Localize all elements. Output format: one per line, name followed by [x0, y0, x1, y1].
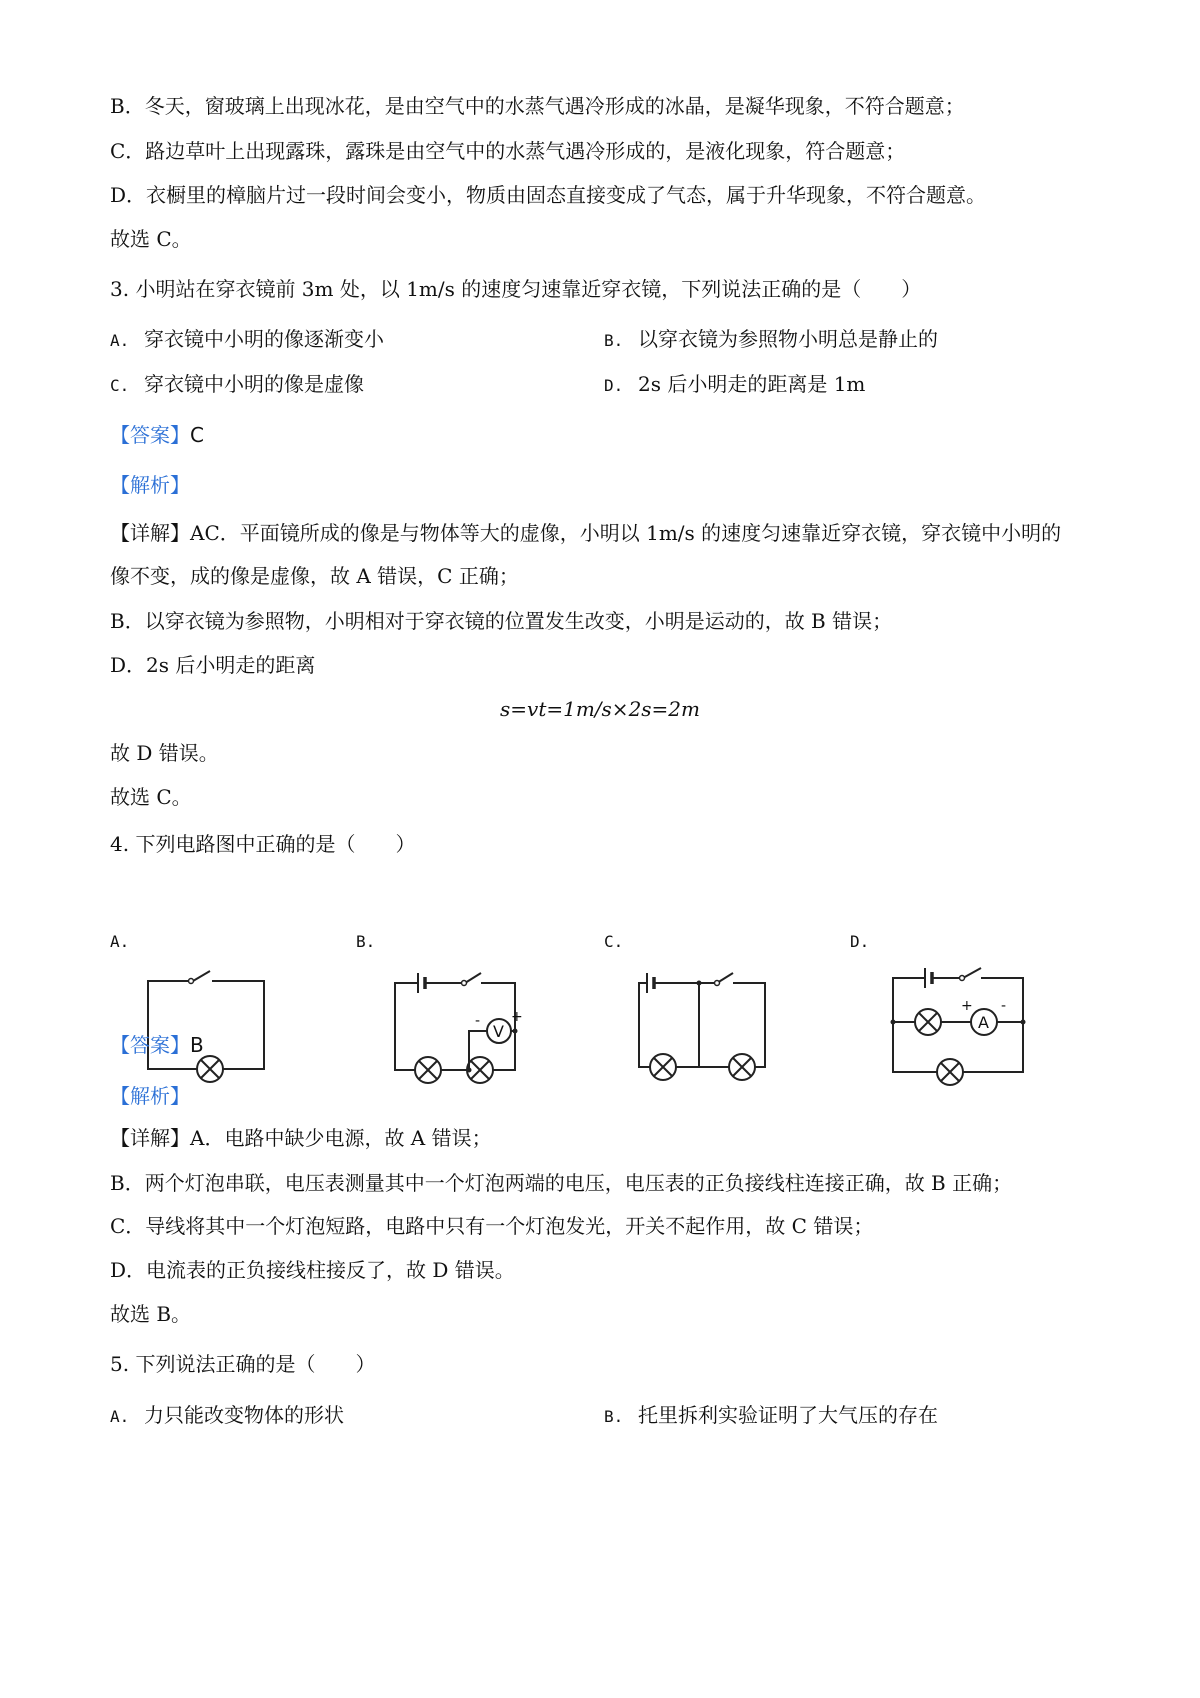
answer-value: C: [190, 423, 204, 447]
q4-detail: C．导线将其中一个灯泡短路，电路中只有一个灯泡发光，开关不起作用，故 C 错误；: [110, 1214, 874, 1238]
option-text: 穿衣镜中小明的像是虚像: [144, 372, 364, 396]
q3-detail: 像不变，成的像是虚像，故 A 错误，C 正确；: [110, 564, 519, 588]
q3-analysis-tag: 【解析】: [110, 473, 190, 497]
minus-sign: -: [475, 1013, 481, 1029]
option-text: 穿衣镜中小明的像逐渐变小: [144, 327, 384, 351]
circuit-label-d: D.: [850, 932, 870, 951]
minus-sign: -: [1001, 998, 1007, 1014]
q5-option-b: [604, 1402, 938, 1430]
answer-value: B: [190, 1033, 204, 1057]
formula-text: s=vt=1m/s×2s=2m: [500, 697, 700, 721]
q3-detail: 故 D 错误。: [110, 741, 219, 765]
q3-option-d: [604, 371, 865, 399]
q5-option-a: [110, 1402, 344, 1430]
text-line: C．路边草叶上出现露珠，露珠是由空气中的水蒸气遇冷形成的，是液化现象，符合题意；: [110, 139, 906, 163]
switch-icon: [193, 971, 210, 981]
plus-sign: +: [961, 998, 973, 1014]
question-5-stem: 5. 下列说法正确的是（ ）: [110, 1352, 376, 1376]
option-text: 托里拆利实验证明了大气压的存在: [638, 1403, 938, 1427]
question-4-stem: 4. 下列电路图中正确的是（ ）: [110, 832, 416, 856]
q4-detail: 【详解】A．电路中缺少电源，故 A 错误；: [110, 1126, 492, 1150]
circuit-label-c: C.: [604, 932, 624, 951]
q3-option-a: [110, 326, 384, 354]
plus-sign: +: [511, 1009, 523, 1025]
option-key: A.: [110, 1407, 130, 1426]
q3-detail: B．以穿衣镜为参照物，小明相对于穿衣镜的位置发生改变，小明是运动的，故 B 错误；: [110, 609, 893, 633]
q3-option-b: [604, 326, 938, 354]
answer-tag: 【答案】: [110, 423, 190, 447]
q3-option-c: [110, 371, 364, 399]
text-line: B．冬天，窗玻璃上出现冰花，是由空气中的水蒸气遇冷形成的冰晶，是凝华现象，不符合题意；: [110, 94, 965, 118]
option-key: B.: [604, 331, 624, 350]
q3-detail: D．2s 后小明走的距离: [110, 653, 316, 677]
q3-answer: [110, 422, 204, 448]
circuit-diagram-c: [635, 965, 785, 1090]
q4-analysis-tag: 【解析】: [110, 1084, 190, 1108]
q4-conclusion: 故选 B。: [110, 1302, 192, 1326]
option-key: C.: [110, 376, 130, 395]
option-key: D.: [604, 376, 624, 395]
q4-detail: B．两个灯泡串联，电压表测量其中一个灯泡两端的电压，电压表的正负接线柱连接正确，故 B 正确；: [110, 1171, 1013, 1195]
switch-icon: [963, 968, 981, 978]
q3-conclusion: 故选 C。: [110, 785, 192, 809]
circuit-label-b: B.: [356, 932, 376, 951]
option-text: 力只能改变物体的形状: [144, 1403, 344, 1427]
voltmeter-symbol: V: [493, 1022, 504, 1041]
q4-answer: [110, 1032, 204, 1058]
option-text: 以穿衣镜为参照物小明总是静止的: [638, 327, 938, 351]
q3-formula: [0, 696, 1200, 722]
text-line: D．衣橱里的樟脑片过一段时间会变小，物质由固态直接变成了气态，属于升华现象，不符合题意。: [110, 183, 987, 207]
q3-detail: 【详解】AC．平面镜所成的像是与物体等大的虚像，小明以 1m/s 的速度匀速靠近穿衣镜，穿衣镜中小明的: [110, 521, 1062, 545]
circuit-diagram-a: [140, 965, 280, 1085]
question-3-stem: 3. 小明站在穿衣镜前 3m 处，以 1m/s 的速度匀速靠近穿衣镜，下列说法正确的是（ ）: [110, 277, 922, 301]
option-key: A.: [110, 331, 130, 350]
answer-tag: 【答案】: [110, 1033, 190, 1057]
ammeter-symbol: A: [978, 1013, 989, 1032]
q4-detail: D．电流表的正负接线柱接反了，故 D 错误。: [110, 1258, 515, 1282]
circuit-label-a: A.: [110, 932, 130, 951]
text-line: 故选 C。: [110, 227, 192, 251]
circuit-diagram-d: [885, 960, 1035, 1090]
option-key: B.: [604, 1407, 624, 1426]
option-text: 2s 后小明走的距离是 1m: [638, 372, 866, 396]
switch-icon: [465, 973, 481, 983]
circuit-diagram-b: [385, 965, 535, 1090]
